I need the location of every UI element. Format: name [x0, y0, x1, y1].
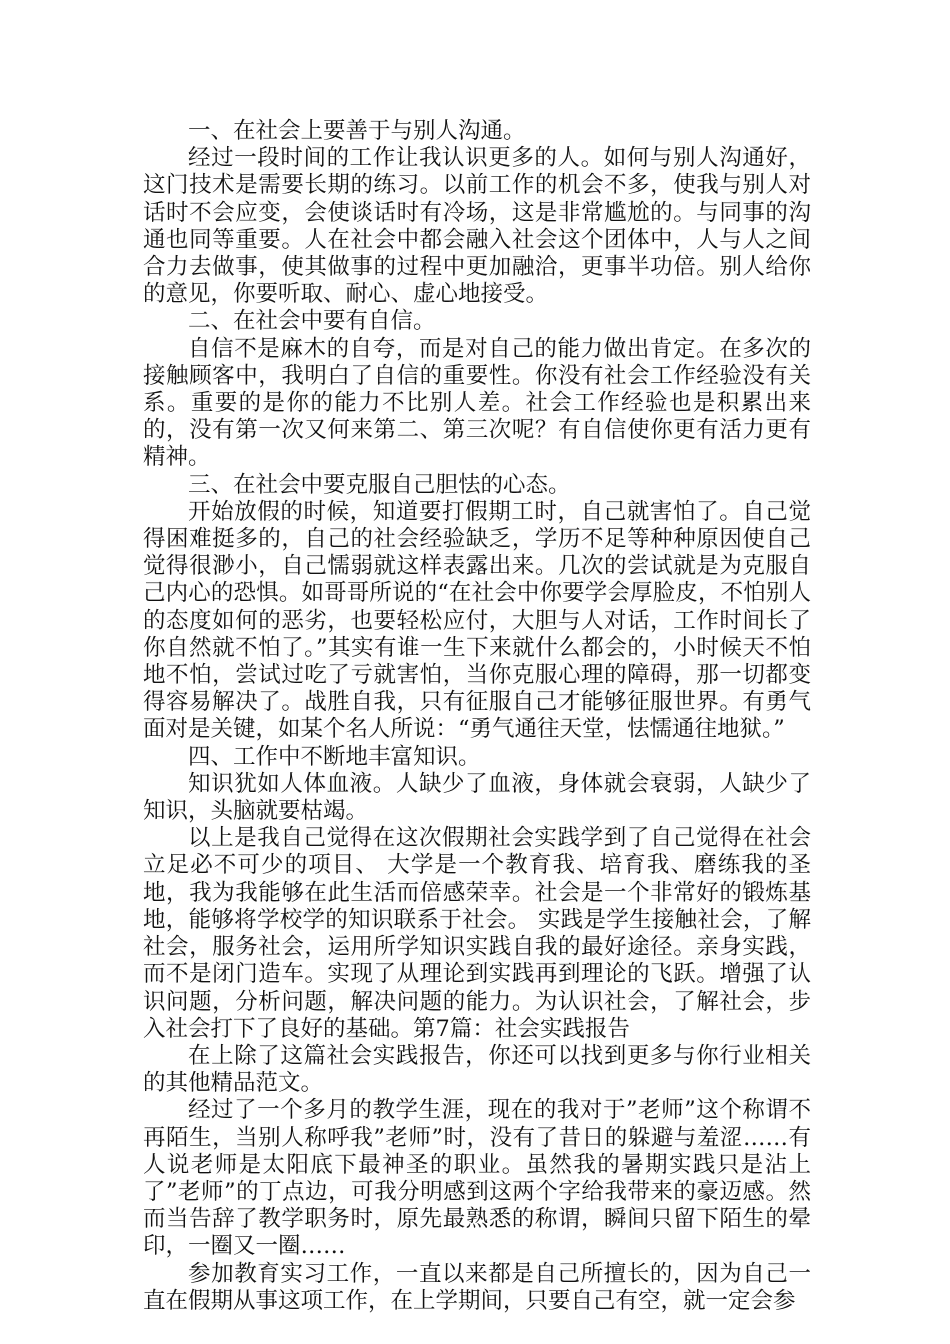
paragraph-communication: 经过一段时间的工作让我认识更多的人。如何与别人沟通好，这门技术是需要长期的练习。以前工作的机会不多，使我与别人对话时不会应变，会使谈话时有冷场，这是非常尴尬的。与同事的沟通也同等重要。人在社会中都会融入社会这个团体中，人与人之间合力去做事，使其做事的过程中更加融洽，更事半功倍。别人给你的意见，你要听取、耐心、虚心地接受。 [143, 145, 811, 308]
document-body [143, 118, 811, 1315]
heading-overcome-timidity: 三、在社会中要克服自己胆怯的心态。 [188, 471, 571, 498]
heading-communication: 一、在社会上要善于与别人沟通。 [188, 118, 526, 144]
paragraph-summary: 以上是我自己觉得在这次假期社会实践学到了自己觉得在社会立足必不可少的项目、 大学是一个教育我、培育我、磨练我的圣地，我为我能够在此生活而倍感荣幸。社会是一个非常好的锻炼基地，能够将学校学的知识联系于社会。 实践是学生接触社会，了解社会，服务社会，运用所学知识实践自我的最好途径。亲身实践，而不是闭门造车。实现了从理论到实践再到理论的飞跃。增强了认识问题，分析问题，解决问题的能力。为认识社会，了解社会，步入社会打下了良好的基础。第7篇：社会实践报告 [143, 825, 811, 1042]
heading-confidence: 二、在社会中要有自信。 [188, 308, 436, 335]
heading-enrich-knowledge: 四、工作中不断地丰富知识。 [188, 743, 481, 770]
paragraph-teacher: 经过了一个多月的教学生涯，现在的我对于”老师”这个称谓不再陌生，当别人称呼我”老师”时，没有了昔日的躲避与羞涩……有人说老师是太阳底下最神圣的职业。虽然我的暑期实践只是沾上了”老师”的丁点边，可我分明感到这两个字给我带来的豪迈感。然而当告辞了教学职务时，原先最熟悉的称谓，瞬间只留下陌生的晕印，一圈又一圈…… [143, 1097, 811, 1260]
paragraph-more-samples: 在上除了这篇社会实践报告，你还可以找到更多与你行业相关的其他精品范文。 [143, 1042, 811, 1097]
paragraph-confidence: 自信不是麻木的自夸，而是对自己的能力做出肯定。在多次的接触顾客中，我明白了自信的重要性。你没有社会工作经验没有关系。重要的是你的能力不比别人差。社会工作经验也是积累出来的，没有第一次又何来第二、第三次呢？有自信使你更有活力更有精神。 [143, 335, 811, 471]
paragraph-knowledge: 知识犹如人体血液。人缺少了血液，身体就会衰弱，人缺少了知识，头脑就要枯竭。 [143, 770, 811, 825]
paragraph-overcome-timidity: 开始放假的时候，知道要打假期工时，自己就害怕了。自己觉得困难挺多的，自己的社会经验缺乏，学历不足等种种原因使自己觉得很渺小，自己懦弱就这样表露出来。几次的尝试就是为克服自己内心的恐惧。如哥哥所说的“在社会中你要学会厚脸皮，不怕别人的态度如何的恶劣，也要轻松应付，大胆与人对话，工作时间长了你自然就不怕了。”其实有谁一生下来就什么都会的，小时候天不怕地不怕，尝试过吃了亏就害怕，当你克服心理的障碍，那一切都变得容易解决了。战胜自我，只有征服自己才能够征服世界。有勇气面对是关键，如某个名人所说：“勇气通往天堂，怯懦通往地狱。” [143, 498, 811, 743]
paragraph-teaching-internship: 参加教育实习工作，一直以来都是自己所擅长的，因为自己一直在假期从事这项工作，在上学期间，只要自己有空，就一定会参 [143, 1260, 811, 1314]
